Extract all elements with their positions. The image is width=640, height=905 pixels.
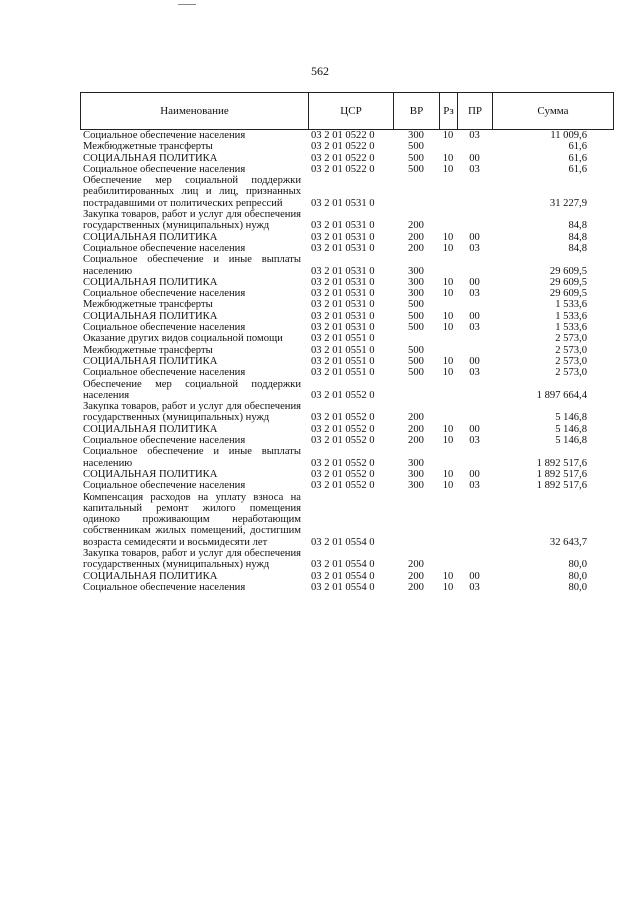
row-name: СОЦИАЛЬНАЯ ПОЛИТИКА — [83, 231, 218, 243]
row-vr: 200 — [408, 412, 424, 424]
row-csr: 03 2 01 0531 0 — [311, 299, 375, 311]
row-vr: 200 — [408, 581, 424, 593]
row-csr: 03 2 01 0522 0 — [311, 141, 375, 153]
row-sum: 61,6 — [568, 152, 587, 164]
header-pr: ПР — [458, 93, 493, 130]
row-pr: 00 — [469, 355, 480, 367]
row-csr: 03 2 01 0531 0 — [311, 310, 375, 322]
row-sum: 29 609,5 — [549, 288, 587, 300]
row-sum: 29 609,5 — [549, 276, 587, 288]
row-csr: 03 2 01 0554 0 — [311, 559, 375, 571]
header-rz: Рз — [440, 93, 458, 130]
row-rz: 10 — [442, 435, 454, 447]
row-pr: 03 — [469, 242, 480, 254]
row-sum: 61,6 — [568, 141, 587, 153]
row-csr: 03 2 01 0552 0 — [311, 480, 375, 492]
row-sum: 2 573,0 — [555, 367, 587, 379]
table-row — [80, 435, 613, 446]
row-pr: 03 — [469, 130, 480, 141]
row-vr: 200 — [408, 423, 424, 435]
row-sum: 11 009,6 — [550, 130, 587, 141]
row-sum: 5 146,8 — [555, 423, 587, 435]
row-sum: 29 609,5 — [549, 265, 587, 277]
row-csr: 03 2 01 0551 0 — [311, 333, 375, 345]
table-row — [80, 232, 613, 243]
header-vr: ВР — [394, 93, 440, 130]
row-vr: 500 — [408, 141, 424, 153]
row-sum: 5 146,8 — [555, 435, 587, 447]
row-name: Закупка товаров, работ и услуг для обеспечения государственных (муниципальных) нужд — [83, 401, 301, 424]
row-rz: 10 — [442, 152, 454, 164]
table-row — [80, 571, 613, 582]
row-sum: 80,0 — [568, 570, 587, 582]
row-name: Межбюджетные трансферты — [83, 299, 213, 311]
row-csr: 03 2 01 0554 0 — [311, 536, 375, 548]
row-vr: 500 — [408, 367, 424, 379]
row-sum: 1 892 517,6 — [536, 468, 587, 480]
table-row — [80, 401, 613, 424]
row-vr: 500 — [408, 299, 424, 311]
table-row — [80, 582, 613, 593]
row-vr: 200 — [408, 242, 424, 254]
row-vr: 500 — [408, 322, 424, 334]
row-vr: 200 — [408, 435, 424, 447]
row-name: Оказание других видов социальной помощи — [83, 333, 283, 345]
table-row — [80, 469, 613, 480]
row-rz: 10 — [442, 423, 454, 435]
row-rz: 10 — [442, 276, 454, 288]
table-row — [80, 367, 613, 378]
table-row — [80, 492, 613, 548]
row-pr: 03 — [469, 322, 480, 334]
row-rz: 10 — [442, 288, 454, 300]
row-vr: 300 — [408, 288, 424, 300]
row-sum: 31 227,9 — [549, 197, 587, 209]
row-sum: 84,8 — [568, 242, 587, 254]
row-csr: 03 2 01 0531 0 — [311, 220, 375, 232]
row-vr: 200 — [408, 570, 424, 582]
table-row — [80, 356, 613, 367]
row-sum: 1 892 517,6 — [536, 480, 587, 492]
row-name: Межбюджетные трансферты — [83, 141, 213, 153]
row-name: СОЦИАЛЬНАЯ ПОЛИТИКА — [83, 310, 218, 322]
row-rz: 10 — [442, 322, 454, 334]
row-csr: 03 2 01 0551 0 — [311, 367, 375, 379]
row-csr: 03 2 01 0531 0 — [311, 231, 375, 243]
row-csr: 03 2 01 0531 0 — [311, 265, 375, 277]
row-rz: 10 — [442, 355, 454, 367]
row-pr: 00 — [469, 570, 480, 582]
row-pr: 03 — [469, 435, 480, 447]
header-name: Наименование — [81, 93, 309, 130]
row-csr: 03 2 01 0552 0 — [311, 389, 375, 401]
row-csr: 03 2 01 0531 0 — [311, 322, 375, 334]
row-name: Обеспечение мер социальной поддержки населения — [83, 378, 301, 401]
row-vr: 300 — [408, 276, 424, 288]
row-name: СОЦИАЛЬНАЯ ПОЛИТИКА — [83, 355, 218, 367]
row-name: Социальное обеспечение населения — [83, 435, 246, 447]
row-sum: 61,6 — [568, 163, 587, 175]
header-csr: ЦСР — [309, 93, 394, 130]
row-sum: 1 533,6 — [555, 310, 587, 322]
row-pr: 03 — [469, 480, 480, 492]
row-csr: 03 2 01 0554 0 — [311, 581, 375, 593]
table-row — [80, 209, 613, 232]
row-name: Социальное обеспечение населения — [83, 130, 246, 141]
table-row — [80, 424, 613, 435]
row-rz: 10 — [442, 480, 454, 492]
row-csr: 03 2 01 0552 0 — [311, 468, 375, 480]
row-csr: 03 2 01 0554 0 — [311, 570, 375, 582]
row-vr: 500 — [408, 310, 424, 322]
row-pr: 00 — [469, 152, 480, 164]
row-csr: 03 2 01 0522 0 — [311, 163, 375, 175]
row-sum: 1 533,6 — [555, 322, 587, 334]
row-vr: 300 — [408, 468, 424, 480]
row-csr: 03 2 01 0531 0 — [311, 197, 375, 209]
row-rz: 10 — [442, 581, 454, 593]
row-sum: 5 146,8 — [555, 412, 587, 424]
row-name: СОЦИАЛЬНАЯ ПОЛИТИКА — [83, 570, 218, 582]
row-rz: 10 — [442, 468, 454, 480]
row-vr: 500 — [408, 163, 424, 175]
row-name: Закупка товаров, работ и услуг для обеспечения государственных (муниципальных) нужд — [83, 547, 301, 571]
table-row — [80, 164, 613, 175]
row-name: Обеспечение мер социальной поддержки реабилитированных лиц и лиц, признанных пострадавшими от политических репрессий — [83, 175, 301, 209]
row-name: Социальное обеспечение населения — [83, 288, 246, 300]
row-vr: 200 — [408, 559, 424, 571]
row-name: Закупка товаров, работ и услуг для обеспечения государственных (муниципальных) нужд — [83, 209, 301, 232]
row-name: Социальное обеспечение населения — [83, 581, 246, 593]
table-row — [80, 130, 613, 141]
row-vr: 200 — [408, 231, 424, 243]
table-row — [80, 345, 613, 356]
table-row — [80, 153, 613, 164]
row-vr: 500 — [408, 344, 424, 356]
row-name: СОЦИАЛЬНАЯ ПОЛИТИКА — [83, 152, 218, 164]
row-csr: 03 2 01 0552 0 — [311, 435, 375, 447]
row-pr: 00 — [469, 276, 480, 288]
table-row — [80, 322, 613, 333]
row-rz: 10 — [442, 367, 454, 379]
row-pr: 00 — [469, 310, 480, 322]
row-name: Социальное обеспечение и иные выплаты населению — [83, 254, 301, 277]
row-pr: 03 — [469, 288, 480, 300]
row-rz: 10 — [442, 242, 454, 254]
row-name: Социальное обеспечение населения — [83, 322, 246, 334]
row-rz: 10 — [442, 130, 454, 141]
row-name: Социальное обеспечение населения — [83, 480, 246, 492]
row-vr: 300 — [408, 265, 424, 277]
row-rz: 10 — [442, 231, 454, 243]
row-sum: 84,8 — [568, 231, 587, 243]
row-pr: 00 — [469, 468, 480, 480]
table-row — [80, 379, 613, 402]
row-name: Социальное обеспечение и иные выплаты населению — [83, 446, 301, 469]
row-name: СОЦИАЛЬНАЯ ПОЛИТИКА — [83, 276, 218, 288]
row-csr: 03 2 01 0522 0 — [311, 152, 375, 164]
table-row — [80, 299, 613, 310]
row-vr: 500 — [408, 152, 424, 164]
row-pr: 03 — [469, 581, 480, 593]
table-row — [80, 333, 613, 344]
row-vr: 500 — [408, 355, 424, 367]
row-csr: 03 2 01 0552 0 — [311, 423, 375, 435]
row-name: СОЦИАЛЬНАЯ ПОЛИТИКА — [83, 423, 218, 435]
header-sum: Сумма — [493, 93, 614, 130]
row-name: Межбюджетные трансферты — [83, 344, 213, 356]
row-vr: 300 — [408, 457, 424, 469]
row-sum: 84,8 — [568, 220, 587, 232]
row-sum: 80,0 — [568, 559, 587, 571]
table-row — [80, 480, 613, 491]
row-csr: 03 2 01 0551 0 — [311, 344, 375, 356]
row-rz: 10 — [442, 570, 454, 582]
table-row — [80, 277, 613, 288]
table-row — [80, 141, 613, 152]
row-sum: 80,0 — [568, 581, 587, 593]
row-csr: 03 2 01 0551 0 — [311, 355, 375, 367]
row-name: СОЦИАЛЬНАЯ ПОЛИТИКА — [83, 468, 218, 480]
table-row — [80, 446, 613, 469]
row-pr: 00 — [469, 423, 480, 435]
table-body — [80, 130, 613, 593]
scan-mark — [178, 4, 196, 5]
table-header — [80, 92, 614, 130]
row-sum: 1 897 664,4 — [536, 389, 587, 401]
row-vr: 300 — [408, 480, 424, 492]
row-csr: 03 2 01 0531 0 — [311, 288, 375, 300]
row-pr: 00 — [469, 231, 480, 243]
row-rz: 10 — [442, 310, 454, 322]
row-sum: 32 643,7 — [549, 536, 587, 548]
row-csr: 03 2 01 0552 0 — [311, 412, 375, 424]
row-sum: 2 573,0 — [555, 344, 587, 356]
row-csr: 03 2 01 0522 0 — [311, 130, 375, 141]
row-name: Социальное обеспечение населения — [83, 367, 246, 379]
row-sum: 1 533,6 — [555, 299, 587, 311]
row-name: Компенсация расходов на уплату взноса на капитальный ремонт жилого помещения одиноко проживающим неработающим собственникам жилых помещений, достигшим возраста семидесяти и восьмидесяти лет — [83, 491, 301, 548]
row-pr: 03 — [469, 163, 480, 175]
row-sum: 2 573,0 — [555, 355, 587, 367]
row-sum: 2 573,0 — [555, 333, 587, 345]
table-row — [80, 288, 613, 299]
row-name: Социальное обеспечение населения — [83, 163, 246, 175]
row-vr: 300 — [408, 130, 424, 141]
table-row — [80, 548, 613, 571]
row-csr: 03 2 01 0531 0 — [311, 276, 375, 288]
row-csr: 03 2 01 0552 0 — [311, 457, 375, 469]
table-row — [80, 311, 613, 322]
row-pr: 03 — [469, 367, 480, 379]
row-rz: 10 — [442, 163, 454, 175]
row-name: Социальное обеспечение населения — [83, 242, 246, 254]
table-row — [80, 175, 613, 209]
table-row — [80, 243, 613, 254]
row-vr: 200 — [408, 220, 424, 232]
table-row — [80, 254, 613, 277]
row-sum: 1 892 517,6 — [536, 457, 587, 469]
row-csr: 03 2 01 0531 0 — [311, 242, 375, 254]
page-number: 562 — [311, 64, 329, 78]
